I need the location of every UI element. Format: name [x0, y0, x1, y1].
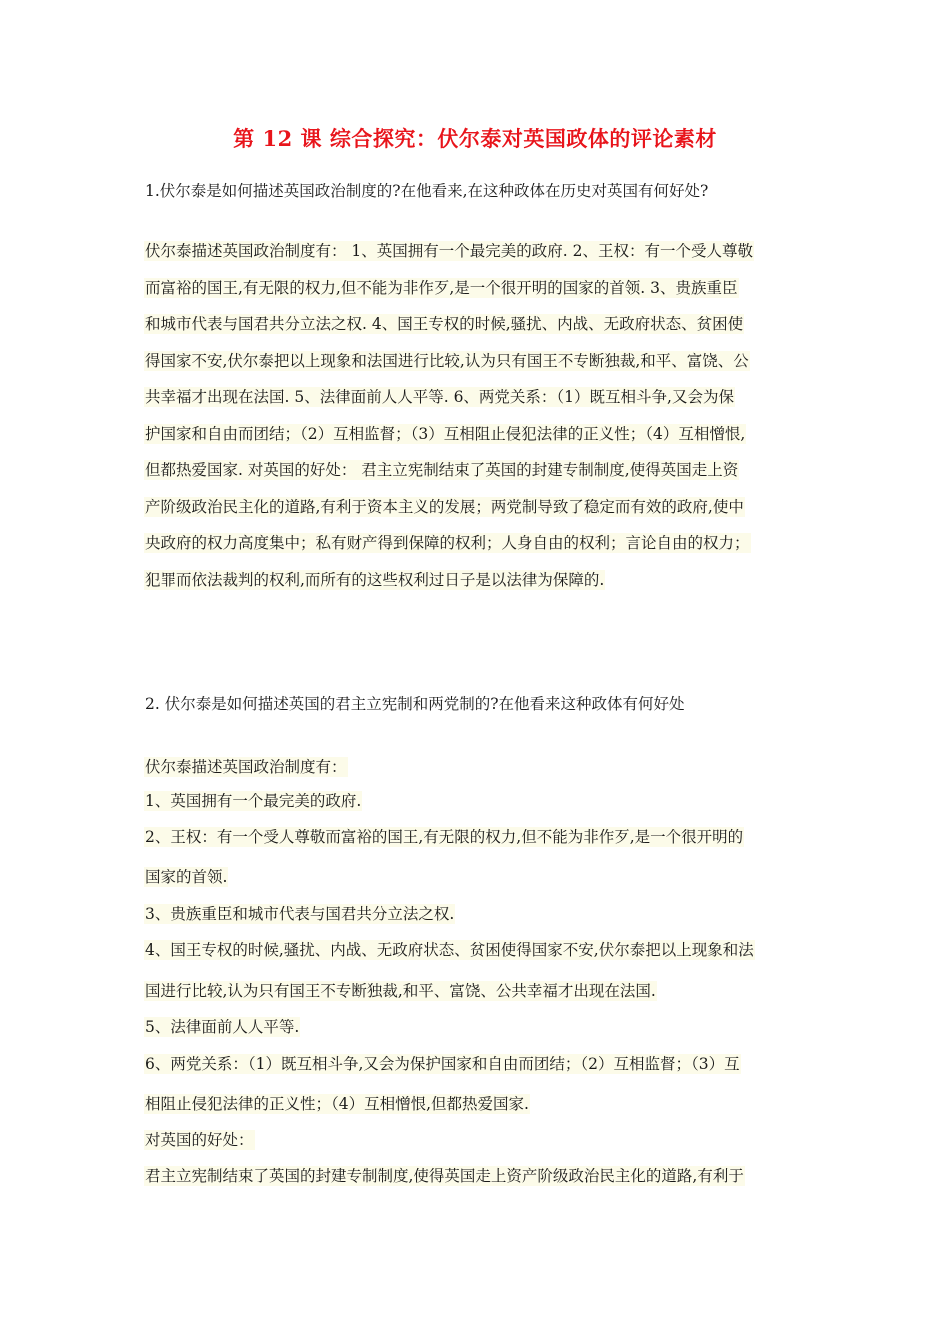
answer-2-line: [145, 939, 754, 961]
answer-2-line: [145, 903, 454, 925]
answer-2-line: [145, 1016, 299, 1038]
answer-2-line: [145, 756, 347, 778]
answer-1-line: 但都热爱国家. 对英国的好处： 君主立宪制结束了英国的封建专制制度,使得英国走上资: [145, 461, 739, 479]
answer-1-line: 得国家不安,伏尔泰把以上现象和法国进行比较,认为只有国王不专断独裁,和平、富饶、公: [145, 351, 749, 370]
answer-2-text: 伏尔泰描述英国政治制度有：: [145, 758, 347, 776]
answer-2-text: 相阻止侵犯法律的正义性；（4）互相憎恨,但都热爱国家.: [145, 1095, 529, 1113]
answer-2-line: [145, 980, 656, 1002]
answer-1-line: 而富裕的国王,有无限的权力,但不能为非作歹,是一个很开明的国家的首领. 3、贵族重臣: [145, 278, 738, 297]
answer-2-text: 国家的首领.: [145, 868, 228, 886]
answer-2-text: 4、国王专权的时候,骚扰、内战、无政府状态、贫困使得国家不安,伏尔泰把以上现象和法: [145, 941, 754, 959]
answer-2-line: [145, 1129, 254, 1151]
answer-1-line: 产阶级政治民主化的道路,有利于资本主义的发展；两党制导致了稳定而有效的政府,使中: [145, 497, 744, 516]
answer-2-text: 2、王权：有一个受人尊敬而富裕的国王,有无限的权力,但不能为非作歹,是一个很开明的: [145, 828, 744, 846]
answer-2-line: [145, 866, 227, 888]
answer-1-line: 犯罪而依法裁判的权利,而所有的这些权利过日子是以法律为保障的.: [145, 570, 605, 589]
answer-2-text: 对英国的好处：: [145, 1131, 254, 1149]
answer-2-text: 6、两党关系：（1）既互相斗争,又会为保护国家和自由而团结；（2）互相监督；（3）互: [145, 1055, 740, 1073]
answer-1-paragraph: [145, 233, 813, 598]
answer-2-line: [145, 826, 743, 848]
answer-1-line: 伏尔泰描述英国政治制度有： 1、英国拥有一个最完美的政府. 2、王权：有一个受人尊敬: [145, 242, 754, 260]
answer-2-text: 1、英国拥有一个最完美的政府.: [145, 792, 362, 810]
answer-2-line: [145, 1093, 529, 1115]
answer-1-line: 护国家和自由而团结；（2）互相监督；（3）互相阻止侵犯法律的正义性；（4）互相憎恨,: [145, 424, 746, 443]
question-2: 2. 伏尔泰是如何描述英国的君主立宪制和两党制的?在他看来这种政体有何好处: [145, 695, 685, 713]
answer-2-text: 3、贵族重臣和城市代表与国君共分立法之权.: [145, 905, 455, 923]
question-1: 1.伏尔泰是如何描述英国政治制度的?在他看来,在这种政体在历史对英国有何好处?: [145, 182, 709, 200]
page-title: 第 12 课 综合探究：伏尔泰对英国政体的评论素材: [233, 126, 717, 151]
answer-1-line: 共幸福才出现在法国. 5、法律面前人人平等. 6、两党关系：（1）既互相斗争,又会为保: [145, 388, 734, 406]
answer-2-line: [145, 1165, 744, 1187]
answer-1-line: 央政府的权力高度集中；私有财产得到保障的权利；人身自由的权利；言论自由的权力；: [145, 534, 750, 552]
answer-2-line: [145, 1053, 740, 1075]
answer-2-text: 5、法律面前人人平等.: [145, 1018, 300, 1036]
answer-2-text: 君主立宪制结束了英国的封建专制制度,使得英国走上资产阶级政治民主化的道路,有利于: [145, 1167, 744, 1185]
answer-2-line: [145, 790, 361, 812]
answer-2-text: 国进行比较,认为只有国王不专断独裁,和平、富饶、公共幸福才出现在法国.: [145, 982, 656, 1000]
answer-1-line: 和城市代表与国君共分立法之权. 4、国王专权的时候,骚扰、内战、无政府状态、贫困使: [145, 315, 744, 333]
